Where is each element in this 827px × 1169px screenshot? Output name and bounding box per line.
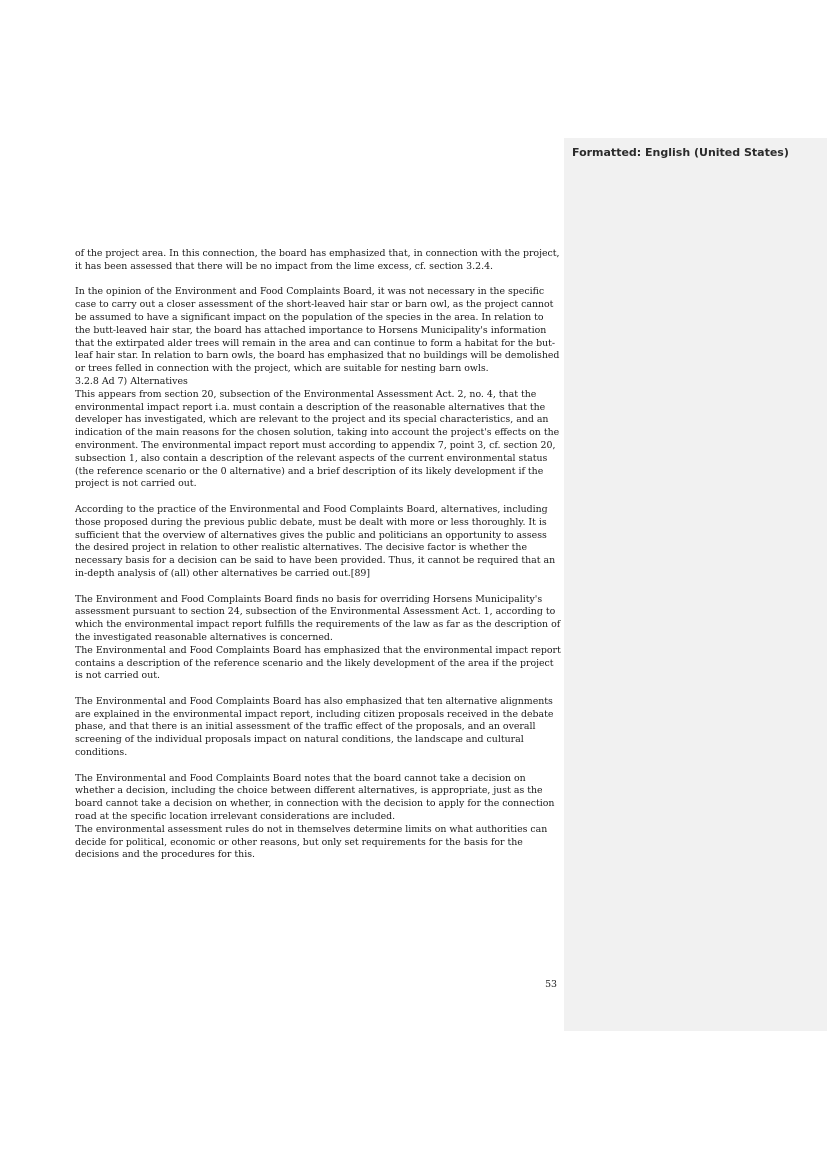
page-number: 53	[545, 979, 557, 990]
comment-pane	[564, 138, 827, 1031]
body-paragraph: of the project area. In this connection, the board has emphasized that, in connection with the project, it has been assessed that there will be no impact from the lime excess, cf. section 3.2.4.	[75, 248, 560, 272]
body-paragraph: The Environmental and Food Complaints Board notes that the board cannot take a decision on whether a decision, including the choice between different alternatives, is appropriate, just as the board cannot take a decision on whether, in connection with the decision to apply for the connection road at the specific location irrelevant considerations are included.	[75, 772, 555, 823]
body-paragraph: According to the practice of the Environmental and Food Complaints Board, alternatives, including those proposed during the previous public debate, must be dealt with more or less thoroughly. It is sufficient that the overview of alternatives gives the public and politicians an opportunity to assess the desired project in relation to other realistic alternatives. The decisive factor is whether the necessary basis for a decision can be said to have been provided. Thus, it cannot be required that an in-depth analysis of (all) other alternatives be carried out.[89]	[75, 503, 556, 579]
document-body	[75, 248, 561, 875]
body-paragraph: In the opinion of the Environment and Food Complaints Board, it was not necessary in the specific case to carry out a closer assessment of the short-leaved hair star or barn owl, as the project cannot be assumed to have a significant impact on the population of the species in the area. In relation to the butt-leaved hair star, the board has attached importance to Horsens Municipality's information that the extirpated alder trees will remain in the area and can continue to form a habitat for the but-leaf hair star. In relation to barn owls, the board has emphasized that no buildings will be demolished or trees felled in connection with the project, which are suitable for nesting barn owls.	[75, 286, 560, 375]
comment-pane-label: Formatted: English (United States)	[572, 146, 789, 159]
body-paragraph: The environmental assessment rules do not in themselves determine limits on what authorities can decide for political, economic or other reasons, but only set requirements for the basis for the decisions and the procedures for this.	[75, 823, 548, 861]
body-paragraph: The Environment and Food Complaints Board finds no basis for overriding Horsens Municipality's assessment pursuant to section 24, subsection of the Environmental Assessment Act. 1, according to which the environmental impact report fulfills the requirements of the law as far as the description of the investigated reasonable alternatives is concerned.	[75, 593, 561, 643]
body-paragraph: The Environmental and Food Complaints Board has emphasized that the environmental impact report contains a description of the reference scenario and the likely development of the area if the project is not carried out.	[75, 644, 561, 682]
section-heading: 3.2.8 Ad 7) Alternatives	[75, 375, 188, 387]
body-paragraph: The Environmental and Food Complaints Board has also emphasized that ten alternative alignments are explained in the environmental impact report, including citizen proposals received in the debate phase, and that there is an initial assessment of the traffic effect of the proposals, and an overall screening of the individual proposals impact on natural conditions, the landscape and cultural conditions.	[75, 695, 554, 759]
body-paragraph: This appears from section 20, subsection of the Environmental Assessment Act. 2, no. 4, that the environmental impact report i.a. must contain a description of the reasonable alternatives that the developer has investigated, which are relevant to the project and its special characteristics, and an indication of the main reasons for the chosen solution, taking into account the project's effects on the environment. The environmental impact report must according to appendix 7, point 3, cf. section 20, subsection 1, also contain a description of the relevant aspects of the current environmental status (the reference scenario or the 0 alternative) and a brief description of its likely development if the project is not carried out.	[75, 388, 560, 490]
